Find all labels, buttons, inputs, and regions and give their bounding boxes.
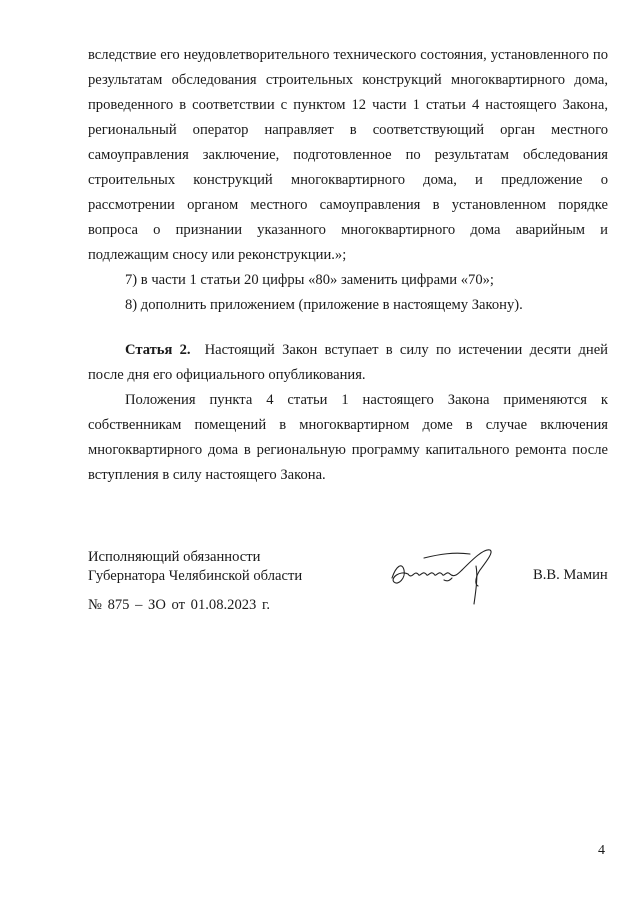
- signatory-title-line1: Исполняющий обязанности: [88, 549, 261, 565]
- signatory-title: [88, 548, 302, 586]
- article-2-text: Настоящий Закон вступает в силу по истечении десяти дней после дня его официального опубликования.: [88, 342, 608, 383]
- list-item-7: 7) в части 1 статьи 20 цифры «80» заменить цифрами «70»;: [125, 272, 494, 288]
- signatory-name: В.В. Мамин: [533, 567, 608, 583]
- article-2-label: Статья 2.: [125, 342, 191, 358]
- handwritten-signature: [384, 540, 504, 610]
- signatory-title-line2: Губернатора Челябинской области: [88, 568, 303, 584]
- document-body: [88, 43, 608, 488]
- paragraph-gap: [88, 318, 608, 338]
- page-number: 4: [598, 843, 605, 858]
- registration-number: № 875 – ЗО от 01.08.2023 г.: [88, 597, 270, 613]
- article-2-paragraph: [88, 338, 608, 388]
- continued-paragraph: вследствие его неудовлетворительного технического состояния, установленного по результатам обследования строительных конструкций многоквартирного дома, проведенного в соответствии с пунктом 12 части 1 статьи 4 настоящего Закона, региональный оператор направляет в соответствующий орган местного самоуправления заключение, подготовленное по результатам обследования строительных конструкций многоквартирного дома, и предложение о рассмотрении органом местного самоуправления в установленном порядке вопроса о признании указанного многоквартирного дома аварийным и подлежащим сносу или реконструкции.»;: [88, 47, 608, 263]
- article-2-paragraph-2: Положения пункта 4 статьи 1 настоящего Закона применяются к собственникам помещений в многоквартирном доме в случае включения многоквартирного дома в региональную программу капитального ремонта после вступления в силу настоящего Закона.: [88, 392, 608, 483]
- list-item-8: 8) дополнить приложением (приложение в настоящему Закону).: [125, 297, 523, 313]
